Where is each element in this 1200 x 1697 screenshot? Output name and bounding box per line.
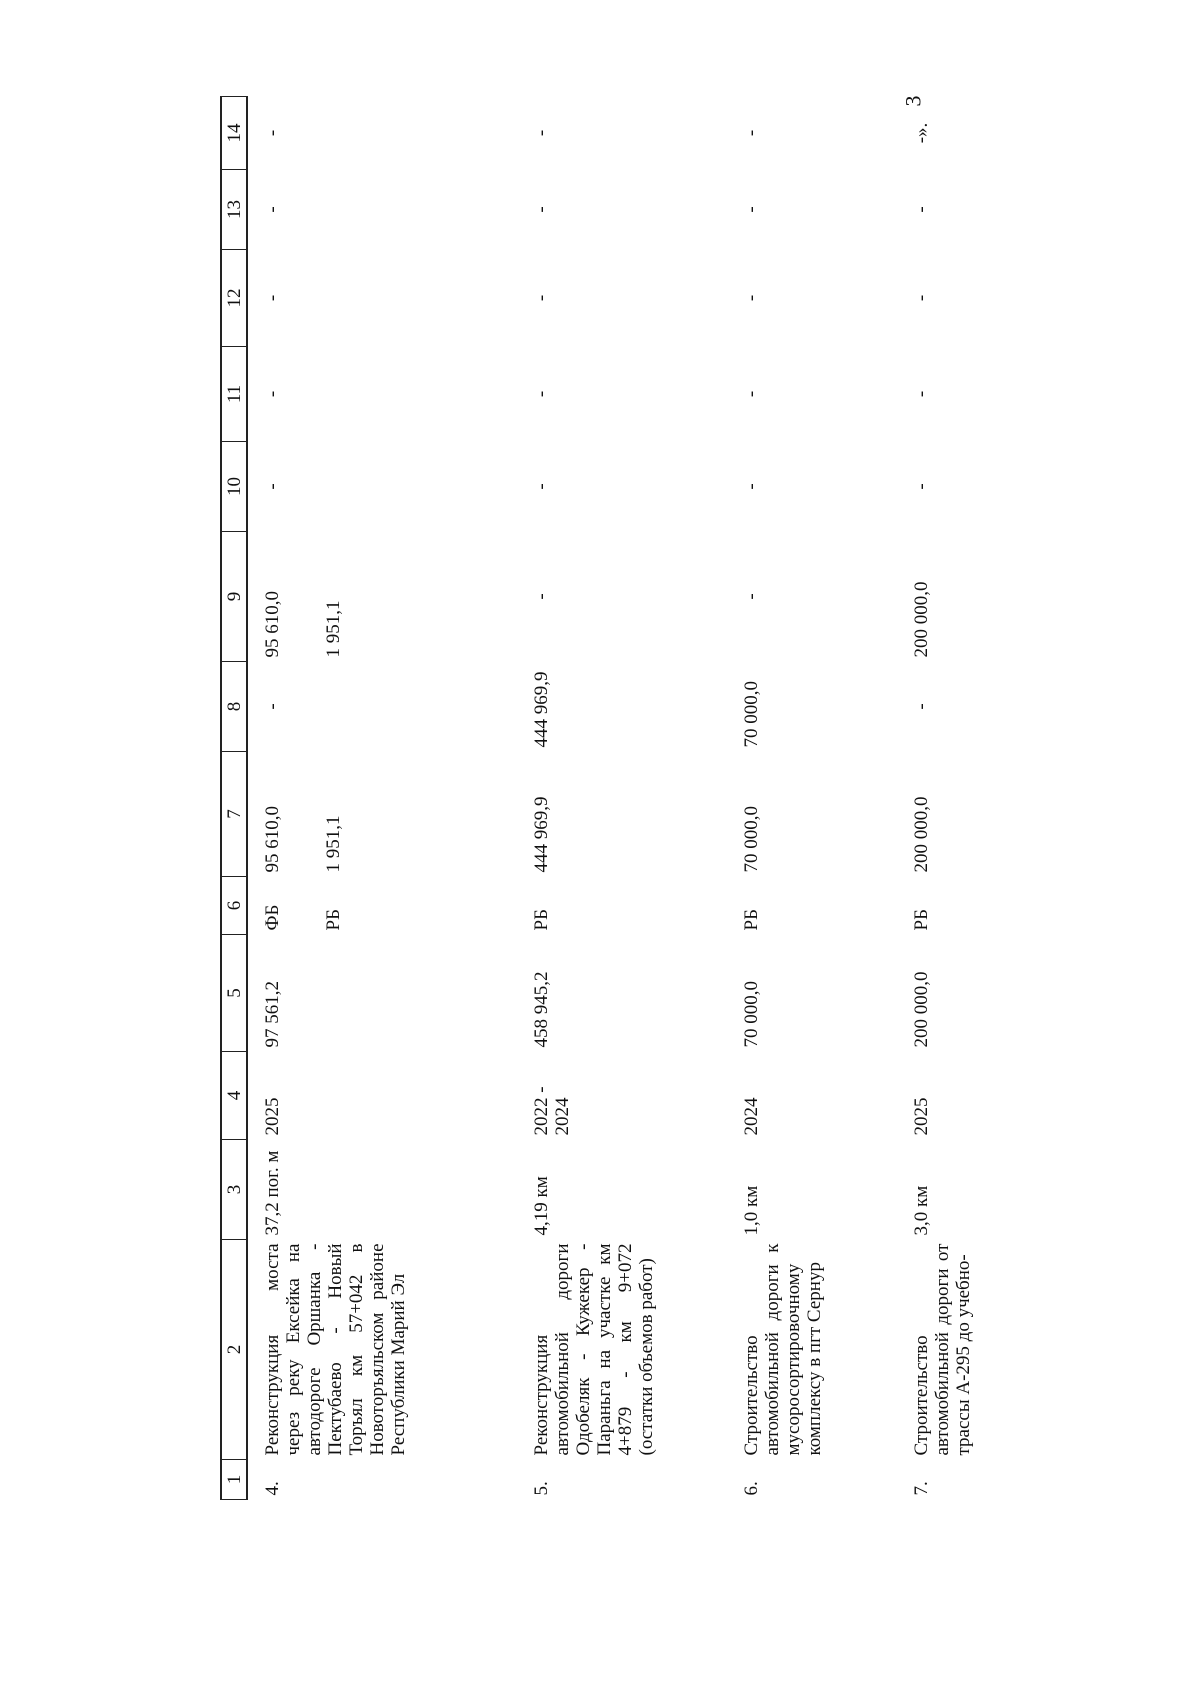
column-number-header xyxy=(221,97,247,1500)
capacity: 3,0 км xyxy=(911,1185,932,1236)
value: - xyxy=(262,703,283,710)
col-header: 14 xyxy=(221,97,247,170)
total-cost: 200 000,0 xyxy=(911,971,932,1048)
years: 2024 xyxy=(741,1097,762,1136)
capacity: 37,2 пог. м xyxy=(262,1150,283,1236)
value: 70 000,0 xyxy=(741,806,762,873)
value: 444 969,9 xyxy=(531,671,552,748)
col9-values xyxy=(247,532,517,662)
capacity: 1,0 км xyxy=(741,1185,762,1236)
object-name: Строительство автомобильной дороги к мусоросортировочному комплексу в пгт Сернур xyxy=(741,1243,825,1456)
table-row xyxy=(247,97,517,1500)
rotated-table-sheet xyxy=(220,97,980,1500)
col-header: 8 xyxy=(221,662,247,752)
col11: - xyxy=(262,390,283,398)
col-header: 10 xyxy=(221,442,247,532)
years: 2025 xyxy=(262,1097,283,1136)
col10: - xyxy=(531,483,552,490)
source: РБ xyxy=(531,909,552,931)
col10: - xyxy=(911,483,932,490)
col7-values xyxy=(517,752,727,877)
col-header: 1 xyxy=(221,1460,247,1500)
value: - xyxy=(911,703,932,710)
funding-sources xyxy=(897,877,977,935)
col13: - xyxy=(911,206,932,213)
col13: - xyxy=(531,206,552,213)
col8-values xyxy=(247,662,517,752)
value: 95 610,0 xyxy=(262,591,283,658)
col7-values xyxy=(727,752,897,877)
total-cost: 97 561,2 xyxy=(262,981,283,1048)
col-header: 3 xyxy=(221,1140,247,1240)
col8-values xyxy=(517,662,727,752)
row-number: 7. xyxy=(911,1481,932,1496)
value: 1 951,1 xyxy=(323,600,344,658)
col-header: 13 xyxy=(221,170,247,250)
col-header: 4 xyxy=(221,1052,247,1140)
row-number: 4. xyxy=(262,1481,283,1496)
col8-values xyxy=(727,662,897,752)
col9-values xyxy=(517,532,727,662)
funding-sources xyxy=(727,877,897,935)
col7-values xyxy=(897,752,977,877)
value: 70 000,0 xyxy=(741,681,762,748)
table-row xyxy=(727,97,897,1500)
col13: - xyxy=(741,206,762,213)
col14: - xyxy=(741,129,762,137)
col14: - xyxy=(262,129,283,137)
source: ФБ xyxy=(262,904,283,931)
investment-table xyxy=(220,96,977,1500)
object-name: Реконструкция моста через реку Ексейка на автодороге Оршанка - Пектубаево - Новый Торъял км 57+042 в Новоторъяльском районе Республики Марий Эл xyxy=(262,1243,409,1456)
value: - xyxy=(531,593,552,600)
col11: - xyxy=(741,390,762,398)
col14: - xyxy=(531,129,552,137)
col14: -». xyxy=(911,122,932,144)
total-cost: 70 000,0 xyxy=(741,981,762,1048)
object-name: Строительство автомобильной дороги от трассы А-295 до учебно- xyxy=(911,1243,974,1456)
col-header: 6 xyxy=(221,877,247,935)
col9-values xyxy=(897,532,977,662)
col-header: 12 xyxy=(221,250,247,347)
col12: - xyxy=(741,294,762,302)
value: 444 969,9 xyxy=(531,796,552,873)
col-header: 2 xyxy=(221,1240,247,1460)
source: РБ xyxy=(911,909,932,931)
col12: - xyxy=(531,294,552,302)
col13: - xyxy=(262,206,283,213)
table-row xyxy=(517,97,727,1500)
col-header: 11 xyxy=(221,347,247,442)
page-number: 3 xyxy=(900,95,926,107)
years: 2022 - 2024 xyxy=(531,1086,573,1136)
col12: - xyxy=(262,294,283,302)
col11: - xyxy=(531,390,552,398)
source: РБ xyxy=(741,909,762,931)
col-header: 7 xyxy=(221,752,247,877)
col10: - xyxy=(262,483,283,490)
funding-sources xyxy=(247,877,517,935)
value: 95 610,0 xyxy=(262,806,283,873)
col10: - xyxy=(741,483,762,490)
col12: - xyxy=(911,294,932,302)
col-header: 5 xyxy=(221,935,247,1052)
table-row xyxy=(897,97,977,1500)
row-number: 5. xyxy=(531,1481,552,1496)
value: - xyxy=(741,593,762,600)
value: 1 951,1 xyxy=(323,815,344,873)
capacity: 4,19 км xyxy=(531,1176,552,1236)
col8-values xyxy=(897,662,977,752)
col9-values xyxy=(727,532,897,662)
object-name: Реконструкция автомобильной дороги Одобеляк - Кужекер - Параньга на участке км 4+879 - км 9+072 (остатки объемов работ) xyxy=(531,1243,657,1456)
source: РБ xyxy=(323,909,344,931)
funding-sources xyxy=(517,877,727,935)
col11: - xyxy=(911,390,932,398)
col7-values xyxy=(247,752,517,877)
total-cost: 458 945,2 xyxy=(531,971,552,1048)
row-number: 6. xyxy=(741,1481,762,1496)
years: 2025 xyxy=(911,1097,932,1136)
col-header: 9 xyxy=(221,532,247,662)
value: 200 000,0 xyxy=(911,581,932,658)
value: 200 000,0 xyxy=(911,796,932,873)
